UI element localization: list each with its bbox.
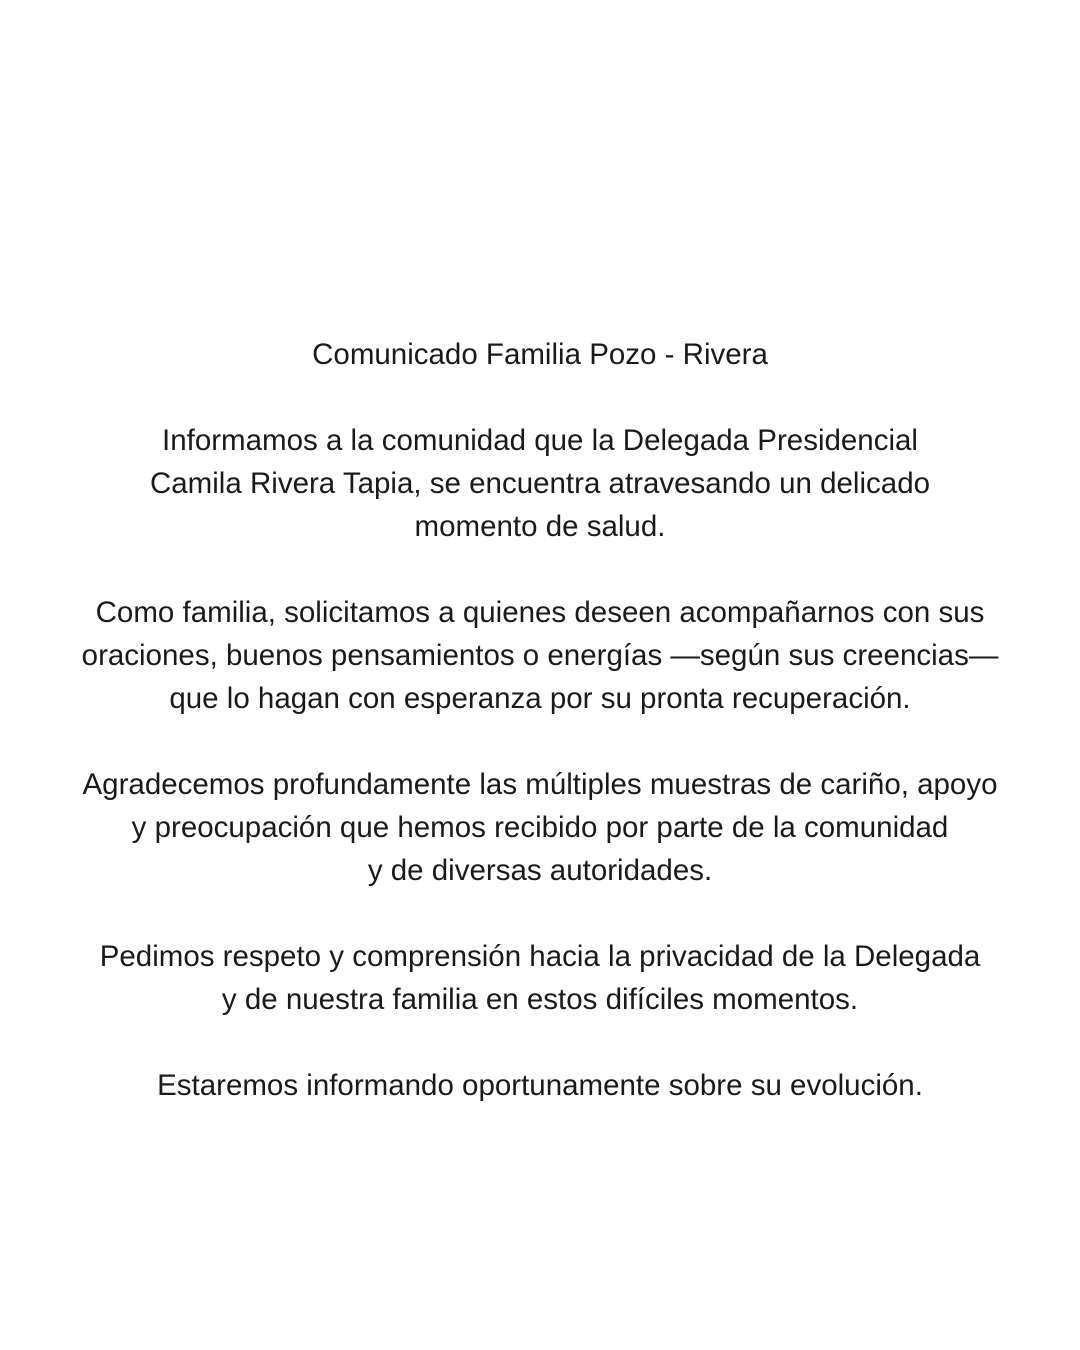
- paragraph-closing: [0, 1064, 1080, 1107]
- statement-title: Comunicado Familia Pozo - Rivera: [312, 338, 768, 371]
- family-statement: [0, 333, 1080, 1107]
- paragraph-line: Camila Rivera Tapia, se encuentra atravesando un delicado: [149, 467, 931, 500]
- paragraph-gratitude: [0, 763, 1080, 892]
- paragraph-line: y de nuestra familia en estos difíciles momentos.: [221, 983, 859, 1016]
- statement-title-block: [0, 333, 1080, 376]
- paragraph-line: Informamos a la comunidad que la Delegada Presidencial: [162, 424, 918, 457]
- paragraph-line: Agradecemos profundamente las múltiples muestras de cariño, apoyo: [82, 768, 998, 801]
- paragraph-prayer-request: [0, 591, 1080, 720]
- paragraph-line: Estaremos informando oportunamente sobre su evolución.: [157, 1069, 923, 1102]
- paragraph-line: que lo hagan con esperanza por su pronta recuperación.: [169, 682, 911, 715]
- paragraph-privacy-request: [0, 935, 1080, 1021]
- paragraph-line: y de diversas autoridades.: [367, 854, 713, 887]
- paragraph-line: Pedimos respeto y comprensión hacia la privacidad de la Delegada: [99, 940, 981, 973]
- paragraph-line: oraciones, buenos pensamientos o energías —según sus creencias—: [81, 639, 999, 672]
- paragraph-line: y preocupación que hemos recibido por parte de la comunidad: [131, 811, 949, 844]
- paragraph-line: Como familia, solicitamos a quienes deseen acompañarnos con sus: [95, 596, 985, 629]
- paragraph-line: momento de salud.: [414, 510, 666, 543]
- paragraph-health-notice: [0, 419, 1080, 548]
